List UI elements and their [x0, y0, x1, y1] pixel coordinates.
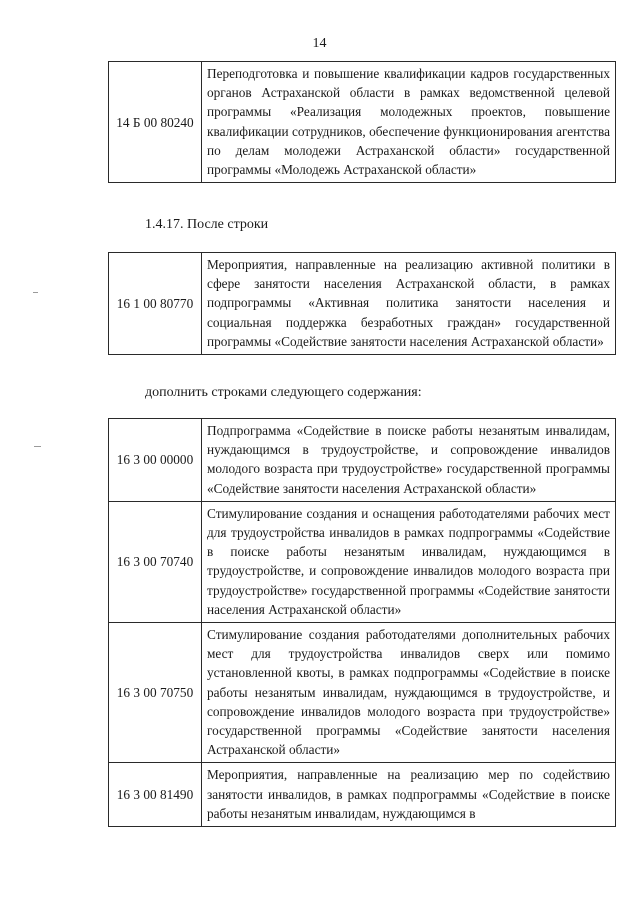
- table-row: [109, 763, 616, 827]
- budget-table-bottom: [108, 418, 616, 827]
- budget-table-middle: [108, 252, 616, 355]
- description-cell: Стимулирование создания работодателями дополнительных рабочих мест для трудоустройства инвалидов сверх или помимо установленной квоты, в рамках подпрограммы «Содействие в поиске работы незанятым инвалидам, нуждающимся в трудоустройстве, и сопровождение инвалидов молодого возраста при трудоустройстве» государственной программы «Содействие занятости населения Астраханской области»: [202, 623, 616, 763]
- budget-code-cell: 16 3 00 70750: [109, 623, 202, 763]
- instruction-paragraph: 1.4.17. После строки: [145, 217, 269, 232]
- description-cell: Мероприятия, направленные на реализацию мер по содействию занятости инвалидов, в рамках подпрограммы «Содействие в поиске работы незанятым инвалидам, нуждающимся в: [202, 763, 616, 827]
- page-number: 14: [312, 36, 327, 51]
- description-cell: Мероприятия, направленные на реализацию активной политики в сфере занятости населения Астраханской области, в рамках подпрограммы «Активная политика занятости населения и социальная поддержка безработных граждан» государственной программы «Содействие занятости населения Астраханской области»: [202, 253, 616, 355]
- table-row: [109, 62, 616, 183]
- table-row: [109, 419, 616, 502]
- instruction-paragraph: дополнить строками следующего содержания:: [145, 385, 422, 400]
- scan-speck: [34, 446, 41, 447]
- table-row: [109, 501, 616, 622]
- budget-code-cell: 16 3 00 00000: [109, 419, 202, 502]
- table-row: [109, 623, 616, 763]
- budget-code-cell: 16 3 00 70740: [109, 501, 202, 622]
- budget-code-cell: 16 1 00 80770: [109, 253, 202, 355]
- description-cell: Подпрограмма «Содействие в поиске работы незанятым инвалидам, нуждающимся в трудоустройстве, и сопровождение инвалидов молодого возраста при трудоустройстве» государственной программы «Содействие занятости населения Астраханской области»: [202, 419, 616, 502]
- description-cell: Стимулирование создания и оснащения работодателями рабочих мест для трудоустройства инвалидов в рамках подпрограммы «Содействие в поиске работы незанятым инвалидам, нуждающимся в трудоустройстве, и сопровождение инвалидов молодого возраста при трудоустройстве» государственной программы «Содействие занятости населения Астраханской области»: [202, 501, 616, 622]
- description-cell: Переподготовка и повышение квалификации кадров государственных органов Астраханской области в рамках ведомственной целевой программы «Реализация молодежных проектов, повышение квалификации сотрудников, обеспечение функционирования агентства по делам молодежи Астраханской области» государственной программы «Молодежь Астраханской области»: [202, 62, 616, 183]
- budget-code-cell: 16 3 00 81490: [109, 763, 202, 827]
- budget-code-cell: 14 Б 00 80240: [109, 62, 202, 183]
- table-row: [109, 253, 616, 355]
- budget-table-top: [108, 61, 616, 183]
- scan-speck: [33, 292, 38, 293]
